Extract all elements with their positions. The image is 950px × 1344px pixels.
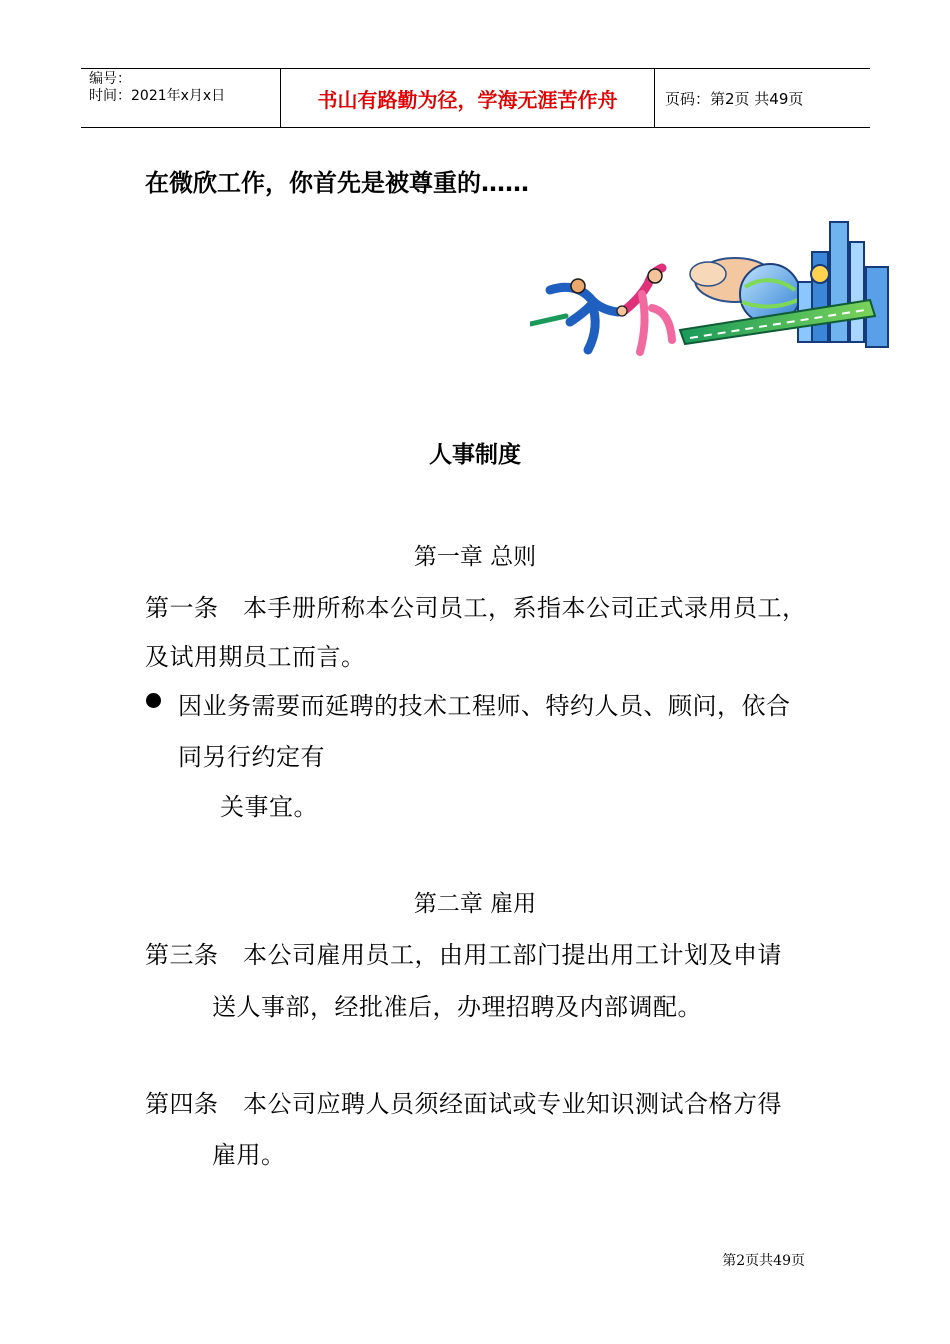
chapter-1-heading: 第一章 总则 (413, 544, 537, 570)
article-4-line-1: 第四条 本公司应聘人员须经面试或专业知识测试合格方得 (145, 1090, 782, 1118)
article-1-line-2: 及试用期员工而言。 (145, 643, 366, 671)
document-title: 人事制度 (429, 442, 521, 468)
bullet-line-3: 关事宜。 (220, 793, 318, 821)
header-motto: 书山有路勤为径，学海无涯苦作舟 (317, 88, 618, 112)
chapter-2-heading: 第二章 雇用 (413, 891, 537, 917)
document-time-label: 时间：2021年x月x日 (89, 88, 226, 104)
city-handshake-illustration (530, 212, 892, 360)
page-footer: 第2页共49页 (722, 1253, 805, 1269)
page-header (81, 68, 870, 128)
article-3-line-1: 第三条 本公司雇用员工，由用工部门提出用工计划及申请 (145, 941, 782, 969)
article-1-line-1: 第一条 本手册所称本公司员工，系指本公司正式录用员工， (145, 594, 807, 622)
article-3-line-2: 送人事部，经批准后，办理招聘及内部调配。 (212, 993, 702, 1021)
document-id-label: 编号： (89, 71, 131, 87)
header-page-number: 页码：第2页 共49页 (665, 90, 804, 108)
bullet-icon (146, 693, 161, 708)
header-page-cell (655, 69, 870, 127)
intro-heading: 在微欣工作，你首先是被尊重的…… (145, 169, 529, 197)
bullet-line-2: 同另行约定有 (178, 743, 325, 771)
header-meta-cell (81, 69, 281, 127)
bullet-line-1: 因业务需要而延聘的技术工程师、特约人员、顾问，依合 (178, 692, 791, 720)
article-4-line-2: 雇用。 (212, 1141, 286, 1169)
header-motto-cell (281, 69, 655, 127)
